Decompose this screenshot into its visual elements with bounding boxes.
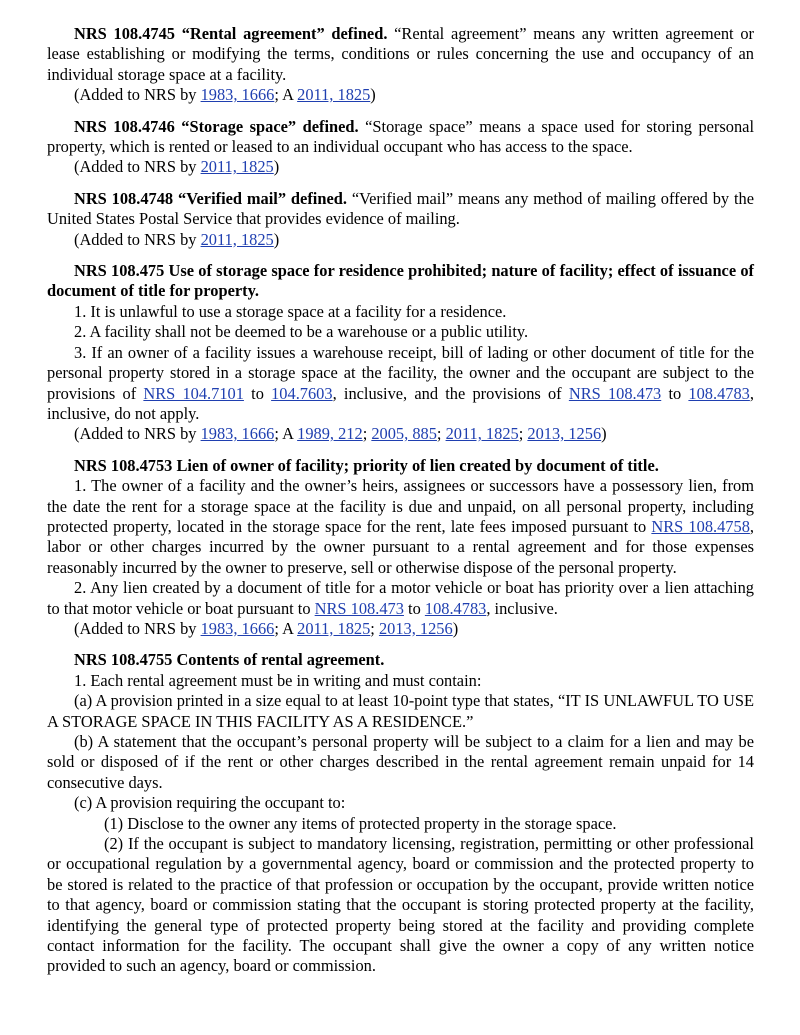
section-title: NRS 108.4755 Contents of rental agreement. [74,650,385,670]
history-amend: ; A [274,618,298,638]
section-paragraph [47,117,754,158]
paragraph-a: (a) A provision printed in a size equal to at least 10-point type that states, “IT IS UNLAWFUL TO USE A STORAGE SPACE IN THIS FACILITY AS A RESIDENCE.” [47,691,754,731]
history-link[interactable]: 2011, 1825 [297,618,371,638]
history-note [47,157,754,177]
subsection-1 [47,476,754,578]
subsection-text: to [243,383,272,403]
section-title: NRS 108.4745 “Rental agreement” defined. [74,24,388,43]
section-108-4753 [47,456,754,640]
history-note [47,619,754,639]
statute-link[interactable]: NRS 108.4758 [651,516,750,536]
history-note [47,85,754,105]
history-close: ) [370,85,376,105]
history-separator: ; [370,618,379,638]
subsection-text: , labor or other charges incurred by the owner pursuant to a rental agreement and for those expenses reasonably incurred by the owner to preserve, sell or otherwise dispose of the personal property. [47,516,755,577]
subsection-text: 1. The owner of a facility and the owner’s heirs, assignees or successors have a possessory lien, from the date the rent for a storage space at the facility is due and unpaid, on all personal property, including protected property, located in the storage space for the rent, late fees imposed pursuant to [47,476,754,536]
subparagraph-1: (1) Disclose to the owner any items of protected property in the storage space. [104,813,617,833]
statute-link[interactable]: 108.4783 [424,598,487,618]
subsection-text: to [661,383,689,403]
section-108-4755 [47,650,754,977]
section-108-4745 [47,24,754,106]
statute-link[interactable]: 108.4783 [688,383,750,403]
subsection-text: to [403,598,425,618]
history-amend: ; A [274,424,298,444]
section-title: NRS 108.4748 “Verified mail” defined. [74,188,347,208]
history-link[interactable]: 1983, 1666 [200,424,275,444]
history-link[interactable]: 2011, 1825 [200,229,274,249]
history-amend: ; A [274,85,298,105]
history-link[interactable]: 1983, 1666 [200,85,275,105]
section-108-4748 [47,189,754,250]
subsection-text: , inclusive. [486,598,558,618]
history-separator: ; [436,424,446,444]
subsection-text: 2. Any lien created by a document of title for a motor vehicle or boat has priority over a lien attaching to that motor vehicle or boat pursuant to [47,578,754,618]
subsection-3 [47,343,754,425]
history-link[interactable]: 2011, 1825 [200,157,274,177]
history-close: ) [273,229,280,249]
history-prefix: (Added to NRS by [74,85,201,105]
section-text: “Storage space” means a space used for storing personal property, which is rented or leased to an individual occupant who has access to the space. [47,116,754,157]
history-prefix: (Added to NRS by [74,424,201,444]
paragraph-c: (c) A provision requiring the occupant to: [74,793,346,813]
history-prefix: (Added to NRS by [74,618,201,638]
subparagraph-2: (2) If the occupant is subject to mandatory licensing, registration, permitting or other professional or occupational regulation by a governmental agency, board or commission and the protected property to be stored is related to the practice of that profession or occupation by the occupant, provide written notice to that agency, board or commission stating that the occupant is storing protected property at the facility, identifying the general type of protected property being stored at the facility and providing complete contact information for the facility. The occupant shall give the owner a copy of any written notice provided to such an agency, board or commission. [47,834,754,976]
statute-link[interactable]: NRS 108.473 [314,598,404,618]
section-paragraph [47,189,754,230]
history-link[interactable]: 2013, 1256 [378,618,453,638]
subsection-1: 1. Each rental agreement must be in writing and must contain: [74,670,482,690]
section-text: “Rental agreement” means any written agreement or lease establishing or modifying the terms, conditions or rules concerning the use and occupancy of an individual storage space at a facility. [47,24,754,84]
section-108-475 [47,261,754,445]
section-108-4746 [47,117,754,178]
section-heading [47,456,754,476]
history-separator: ; [362,424,372,444]
history-note [47,230,754,250]
history-prefix: (Added to NRS by [74,229,201,249]
subsection-2 [47,578,754,619]
history-link[interactable]: 2005, 885 [371,424,437,444]
history-link[interactable]: 2011, 1825 [445,424,519,444]
subsection-text: 3. If an owner of a facility issues a warehouse receipt, bill of lading or other document of title for the personal property stored in a storage space at the facility, the owner and the occupant are subject to the provisions of [47,342,754,403]
section-title: NRS 108.4753 Lien of owner of facility; priority of lien created by document of title. [74,455,659,475]
history-link[interactable]: 2011, 1825 [297,85,371,105]
section-heading [47,261,754,302]
subsection-text: , inclusive, do not apply. [47,383,754,423]
history-link[interactable]: 1983, 1666 [200,618,275,638]
paragraph-b: (b) A statement that the occupant’s personal property will be subject to a claim for a lien and may be sold or disposed of if the rent or other charges described in the rental agreement remain unpaid for 14 consecutive days. [47,732,754,792]
section-title: NRS 108.4746 “Storage space” defined. [74,116,359,136]
history-close: ) [273,157,280,177]
history-close: ) [601,424,607,444]
history-separator: ; [518,424,528,444]
subsection-1: 1. It is unlawful to use a storage space at a facility for a residence. [74,301,507,321]
history-prefix: (Added to NRS by [74,157,201,177]
section-text: “Verified mail” means any method of mailing offered by the United States Postal Service that provides evidence of mailing. [47,188,754,229]
subsection-2: 2. A facility shall not be deemed to be a warehouse or a public utility. [74,322,529,342]
history-close: ) [452,618,459,638]
subsection-text: , inclusive, and the provisions of [332,383,569,403]
history-note [47,424,754,444]
statute-document [47,24,754,988]
statute-link[interactable]: 104.7603 [271,383,333,403]
history-link[interactable]: 2013, 1256 [527,424,602,444]
history-link[interactable]: 1989, 212 [297,424,363,444]
statute-link[interactable]: NRS 104.7101 [143,383,244,403]
statute-link[interactable]: NRS 108.473 [568,383,662,403]
section-title: NRS 108.475 Use of storage space for residence prohibited; nature of facility; effect of issuance of document of title for property. [47,261,754,301]
section-paragraph [47,24,754,85]
section-heading [47,650,754,670]
